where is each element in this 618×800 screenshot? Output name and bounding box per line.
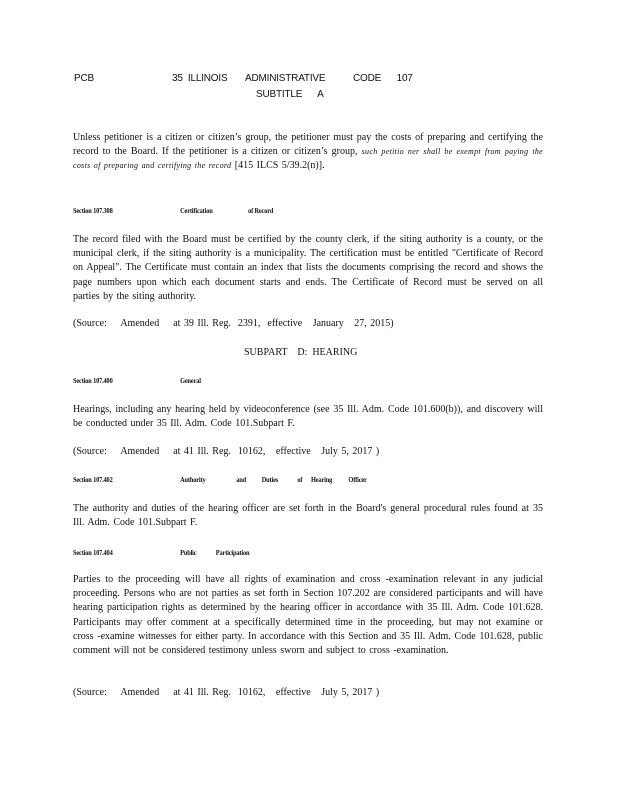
section-title-duties: Duties	[261, 475, 279, 484]
source-note: (Source: Amended at 41 Ill. Reg. 10162, effective July 5, 2017 )	[73, 446, 380, 457]
header-subtitle: SUBTITLE A	[256, 89, 324, 100]
header-administrative: ADMINISTRATIVE	[245, 73, 326, 84]
paragraph-costs-text: Unless petitioner is a citizen or citizen’s group, the petitioner must pay the costs of preparing and certifying the record to the Board. If the petitioner is a citizen or citizen’s group,	[73, 132, 543, 158]
paragraph-certification: The record filed with the Board must be certified by the county clerk, if the siting authority is a county, or the municipal clerk, if the siting authority is a municipality. The certification must be entitled "Certificate of Record on Appeal". The Certificate must contain an index that lists the documents comprising the record and shows the page numbers upon which each document starts and ends. The Certificate of Record must be served on all parties by the siting authority.	[73, 234, 543, 302]
section-number: Section 107.308	[73, 206, 113, 215]
source-note: (Source: Amended at 41 Ill. Reg. 10162, effective July 5, 2017 )	[73, 687, 380, 698]
section-title-authority: Authority	[180, 475, 206, 484]
header-code-label: CODE	[353, 73, 382, 84]
section-number: Section 107.400	[73, 376, 113, 385]
paragraph-costs	[73, 131, 543, 174]
section-title-and: and	[236, 475, 246, 484]
section-title: Public	[180, 548, 197, 557]
header-number: 35	[172, 73, 183, 84]
subpart-heading: SUBPART D: HEARING	[244, 347, 358, 358]
header-state: ILLINOIS	[187, 73, 228, 84]
section-title-cont: Participation	[215, 548, 250, 557]
statute-citation: [415 ILCS 5/39.2(n)].	[231, 160, 325, 172]
section-number: Section 107.402	[73, 475, 113, 484]
section-heading-402	[73, 475, 367, 484]
section-heading-400	[73, 376, 201, 385]
source-note: (Source: Amended at 39 Ill. Reg. 2391, effective January 27, 2015)	[73, 318, 394, 329]
header-agency: PCB	[74, 73, 94, 84]
paragraph-authority: The authority and duties of the hearing officer are set forth in the Board's general procedural rules found at 35 Ill. Adm. Code 101.Subpart F.	[73, 503, 543, 529]
section-heading-308	[73, 206, 273, 215]
section-title-of: of	[297, 475, 303, 484]
section-number: Section 107.404	[73, 548, 113, 557]
section-title: General	[180, 376, 201, 385]
section-heading-404	[73, 548, 249, 557]
section-title-officer: Officer	[348, 475, 367, 484]
paragraph-hearings: Hearings, including any hearing held by videoconference (see 35 Ill. Adm. Code 101.600(b)), and discovery will be conducted under 35 Ill. Adm. Code 101.Subpart F.	[73, 404, 543, 430]
section-title: Certification	[180, 206, 213, 215]
section-title-hearing: Hearing	[311, 475, 333, 484]
paragraph-participation: Parties to the proceeding will have all rights of examination and cross -examination relevant in any judicial proceeding. Persons who are not parties as set forth in Section 107.202 are considered participants and will have hearing participation rights as determined by the hearing officer in accordance with 35 Ill. Adm. Code 101.628. Participants may offer comment at a specifically determined time in the proceeding, but may not examine or cross -examine witnesses for either party. In accordance with this Section and 35 Ill. Adm. Code 101.628, public comment will not be considered testimony unless sworn and subject to cross -examination.	[73, 574, 543, 657]
statutory-italic-text: such petitio ner shall be exempt from paying the costs of preparing and certifying the record	[73, 147, 543, 171]
section-title-cont: of Record	[248, 206, 274, 215]
header-code	[353, 73, 413, 84]
header-title-number	[172, 73, 227, 84]
header-part: 107	[396, 73, 413, 84]
